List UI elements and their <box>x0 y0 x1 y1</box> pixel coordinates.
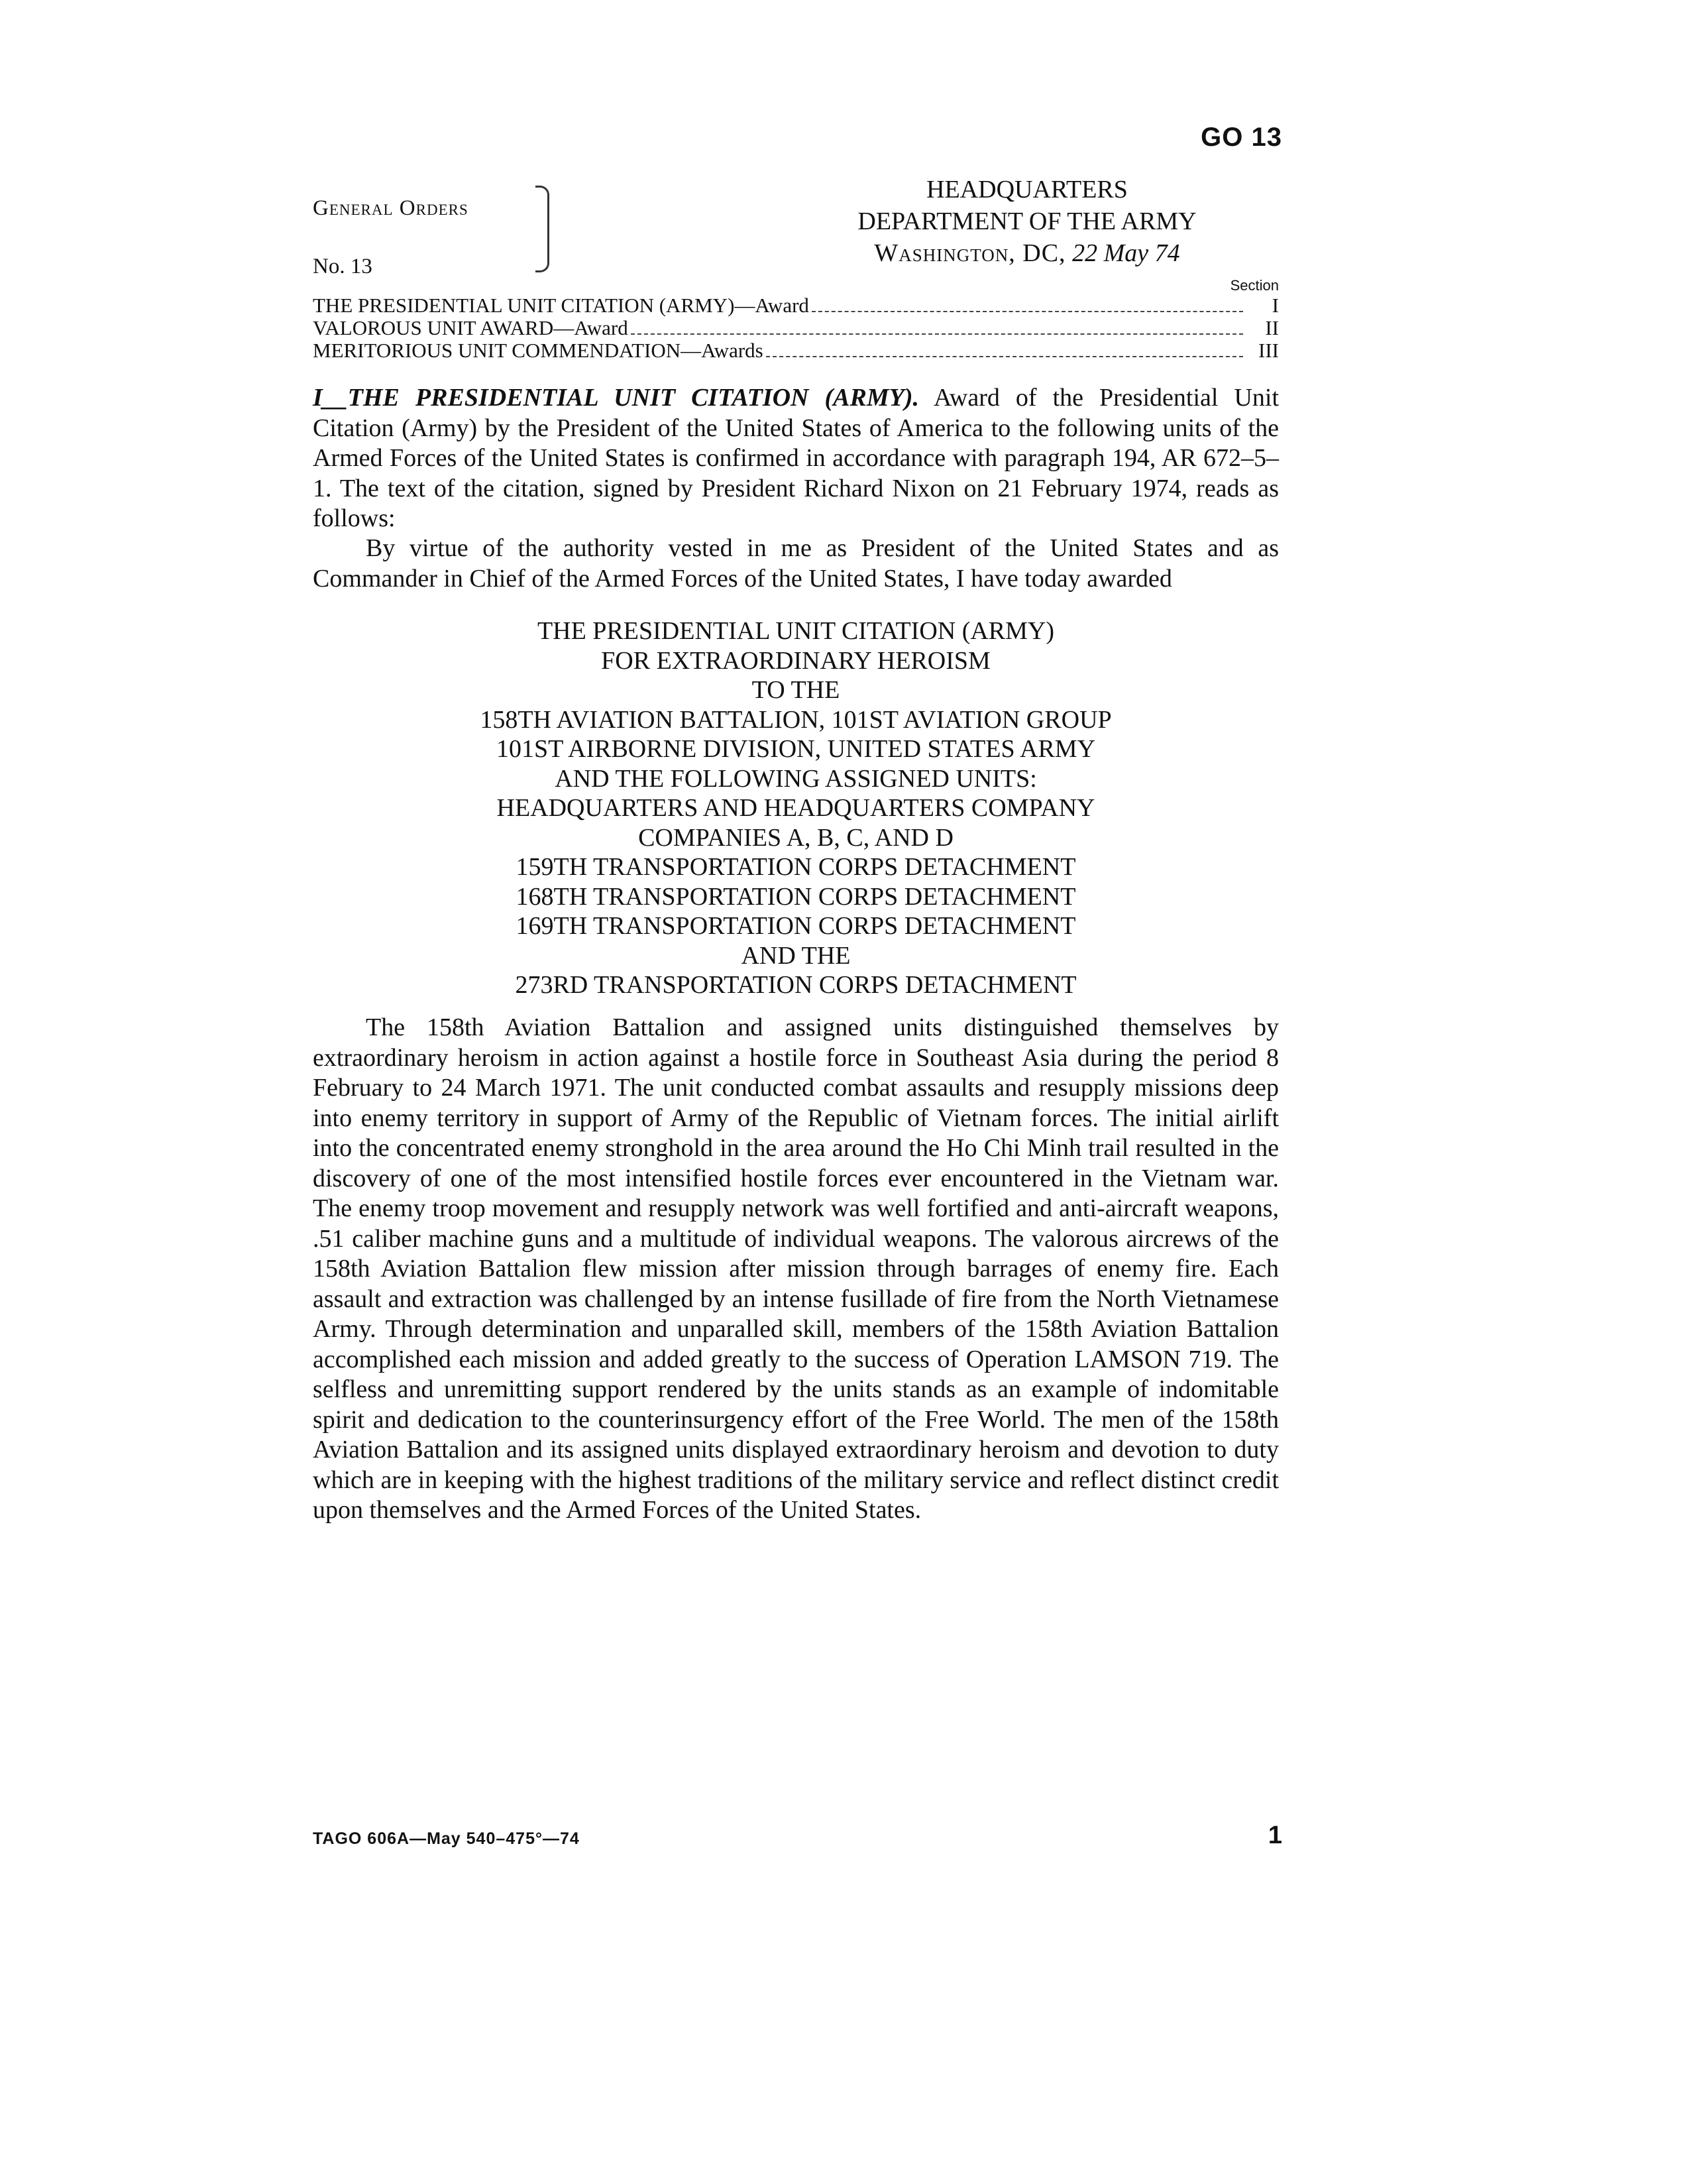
order-number: No. 13 <box>313 255 372 278</box>
brace-icon <box>535 186 549 272</box>
citation-body: The 158th Aviation Battalion and assigned units distinguished themselves by extraordinary heroism in action against a hostile force in Southeast Asia during the period 8 February to 24 March 1971. The unit conducted combat assaults and resupply missions deep into enemy territory in support of Army of the Republic of Vietnam forces. The initial airlift into the concentrated enemy stronghold in the area around the Ho Chi Minh trail resulted in the discovery of one of the most intensified hostile forces ever encountered in the Vietnam war. The enemy troop movement and resupply network was well fortified and anti-aircraft weapons, .51 caliber machine guns and a multitude of individual weapons. The valorous aircrews of the 158th Aviation Battalion flew mission after mission through barrages of enemy fire. Each assault and extraction was challenged by an intense fusillade of fire from the North Vietnamese Army. Through determination and unparalled skill, members of the 158th Aviation Battalion accomplished each mission and added greatly to the success of Operation LAMSON 719. The selfless and unremitting support rendered by the units stands as an example of indomitable spirit and dedication to the counterinsurgency effort of the Free World. The men of the 158th Aviation Battalion and its assigned units displayed extraordinary heroism and devotion to duty which are in keeping with the highest traditions of the military service and reflect distinct credit upon themselves and the Armed Forces of the United States. <box>313 1013 1279 1524</box>
section-heading: I__THE PRESIDENTIAL UNIT CITATION (ARMY). <box>313 384 919 412</box>
citation-block <box>313 616 1279 1000</box>
intro-text: Award of the Presidential Unit Citation (Army) by the President of the United States of America to the following units of the Armed Forces of the United States is confirmed in accordance with paragraph 194, AR 672–5–1. The text of the citation, signed by President Richard Nixon on 21 February 1974, reads as follows: <box>313 384 1280 532</box>
department-title: DEPARTMENT OF THE ARMY <box>857 207 1197 235</box>
toc-row <box>313 339 1279 362</box>
toc-row-title: VALOROUS UNIT AWARD—Award <box>313 316 628 339</box>
order-date: 22 May 74 <box>1072 239 1180 267</box>
footer-tago: TAGO 606A—May 540–475°—74 <box>313 1829 580 1848</box>
toc-row-title: THE PRESIDENTIAL UNIT CITATION (ARMY)—Award <box>313 294 809 317</box>
page-number: 1 <box>1268 1821 1282 1849</box>
toc-row-section: III <box>1258 339 1279 362</box>
toc-row <box>313 317 1279 339</box>
general-orders-label: General Orders <box>313 196 468 220</box>
citation-line: FOR EXTRAORDINARY HEROISM <box>601 646 991 675</box>
authority-paragraph: By virtue of the authority vested in me as President of the United States and as Commander in Chief of the Armed Forces of the United States, I have today awarded <box>313 534 1279 593</box>
toc-leader <box>766 356 1243 357</box>
table-of-contents <box>313 277 1279 362</box>
toc-row <box>313 294 1279 317</box>
citation-line: 101ST AIRBORNE DIVISION, UNITED STATES ARMY <box>496 735 1096 763</box>
location-date <box>782 237 1272 269</box>
toc-leader <box>812 311 1243 312</box>
citation-line: TO THE <box>751 676 840 704</box>
go-number: GO 13 <box>1201 123 1282 152</box>
citation-line: AND THE <box>741 941 851 970</box>
toc-leader <box>631 333 1243 335</box>
citation-line: COMPANIES A, B, C, AND D <box>638 823 954 852</box>
city: Washington, DC, <box>874 239 1066 267</box>
citation-line: 169TH TRANSPORTATION CORPS DETACHMENT <box>516 912 1076 940</box>
headquarters-title: HEADQUARTERS <box>926 176 1128 203</box>
citation-line: THE PRESIDENTIAL UNIT CITATION (ARMY) <box>537 617 1055 645</box>
citation-line: 273RD TRANSPORTATION CORPS DETACHMENT <box>515 971 1077 999</box>
toc-row-section: II <box>1265 316 1279 339</box>
headquarters-block <box>782 174 1272 269</box>
citation-line: AND THE FOLLOWING ASSIGNED UNITS: <box>555 764 1037 793</box>
section-one-intro <box>313 383 1279 534</box>
toc-section-label: Section <box>1230 277 1279 294</box>
citation-line: 159TH TRANSPORTATION CORPS DETACHMENT <box>516 853 1076 881</box>
citation-line: HEADQUARTERS AND HEADQUARTERS COMPANY <box>496 794 1095 822</box>
toc-row-section: I <box>1272 294 1279 317</box>
citation-line: 158TH AVIATION BATTALION, 101ST AVIATION GROUP <box>480 705 1112 734</box>
citation-line: 168TH TRANSPORTATION CORPS DETACHMENT <box>516 882 1076 911</box>
toc-row-title: MERITORIOUS UNIT COMMENDATION—Awards <box>313 339 763 362</box>
